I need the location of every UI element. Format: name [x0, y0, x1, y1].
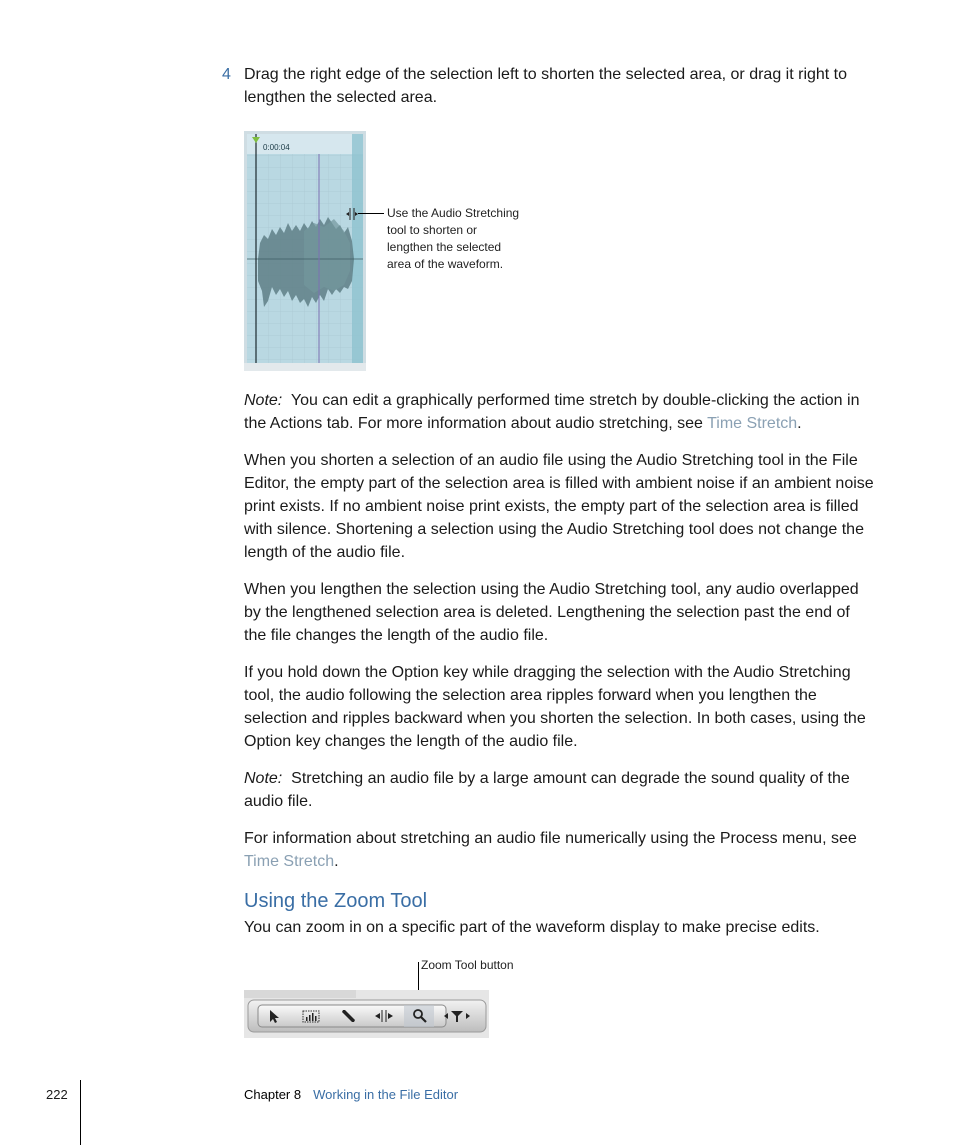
callout-line	[358, 213, 384, 214]
note-end: .	[797, 415, 802, 432]
pointer-tool-button[interactable]	[262, 1007, 284, 1025]
time-stretch-link[interactable]: Time Stretch	[244, 853, 335, 870]
stretch-callout	[387, 205, 537, 273]
section-heading: Using the Zoom Tool	[244, 890, 428, 912]
tool-menu-button[interactable]	[442, 1007, 472, 1025]
callout-line-4: area of the waveform.	[387, 257, 504, 271]
paragraph-lengthen: When you lengthen the selection using the Audio Stretching tool, any audio overlapped by the lengthened selection area is deleted. Lengthening the selection past the end of the file changes the length of the audio file.	[244, 581, 859, 644]
note-text: You can edit a graphically performed time stretch by double-clicking the action in the Actions tab. For more information about audio stretching, see	[244, 392, 860, 432]
time-stretch-link[interactable]: Time Stretch	[707, 415, 798, 432]
note-paragraph-2	[244, 767, 876, 813]
waveform-figure	[244, 131, 366, 371]
paragraph-option-key: If you hold down the Option key while dragging the selection with the Audio Stretching tool, the audio following the selection area ripples forward when you lengthen the selection and ripples backward when you shorten the selection. In both cases, using the Option key changes the length of the audio file.	[244, 664, 866, 750]
page-number: 222	[46, 1087, 68, 1102]
chapter-number: Chapter 8	[244, 1087, 302, 1102]
chapter-title: Working in the File Editor	[313, 1087, 459, 1102]
zoom-callout: Zoom Tool button	[421, 958, 514, 972]
level-meter-icon	[300, 1007, 322, 1025]
pencil-icon	[338, 1007, 360, 1025]
stretch-icon	[372, 1007, 396, 1025]
pencil-tool-button[interactable]	[338, 1007, 360, 1025]
info-end: .	[334, 853, 339, 870]
step-number: 4	[222, 66, 231, 83]
arrow-pointer-icon	[262, 1007, 284, 1025]
levels-tool-button[interactable]	[300, 1007, 322, 1025]
note-label: Note:	[244, 392, 283, 409]
paragraph-shorten: When you shorten a selection of an audio file using the Audio Stretching tool in the File Editor, the empty part of the selection area is filled with ambient noise if an ambient noise print exists. If no ambient noise print exists, the empty part of the selection area is filled with silence. Shortening a selection using the Audio Stretching tool does not change the length of the audio file.	[244, 452, 874, 561]
footer-divider	[80, 1080, 81, 1145]
callout-line-2: tool to shorten or	[387, 223, 478, 237]
waveform-illustration	[244, 131, 366, 371]
info-text: For information about stretching an audio file numerically using the Process menu, see	[244, 830, 857, 847]
footer-chapter	[244, 1087, 458, 1102]
stretch-cursor-icon	[345, 207, 359, 221]
magnifier-icon	[408, 1007, 432, 1025]
step-text: Drag the right edge of the selection left to shorten the selected area, or drag it right to lengthen the selected area.	[244, 66, 848, 106]
funnel-menu-icon	[442, 1007, 472, 1025]
timecode-label: 0:00:04	[263, 143, 290, 152]
callout-line-1: Use the Audio Stretching	[387, 206, 520, 220]
callout-line-3: lengthen the selected	[387, 240, 502, 254]
note-text: Stretching an audio file by a large amount can degrade the sound quality of the audio file.	[244, 770, 850, 810]
zoom-tool-button[interactable]	[408, 1007, 432, 1025]
audio-stretching-tool-button[interactable]	[372, 1007, 396, 1025]
note-paragraph-1	[244, 389, 876, 435]
section-intro: You can zoom in on a specific part of the waveform display to make precise edits.	[244, 919, 820, 936]
note-label: Note:	[244, 770, 283, 787]
toolbar-figure	[244, 990, 489, 1038]
info-paragraph	[244, 827, 876, 873]
